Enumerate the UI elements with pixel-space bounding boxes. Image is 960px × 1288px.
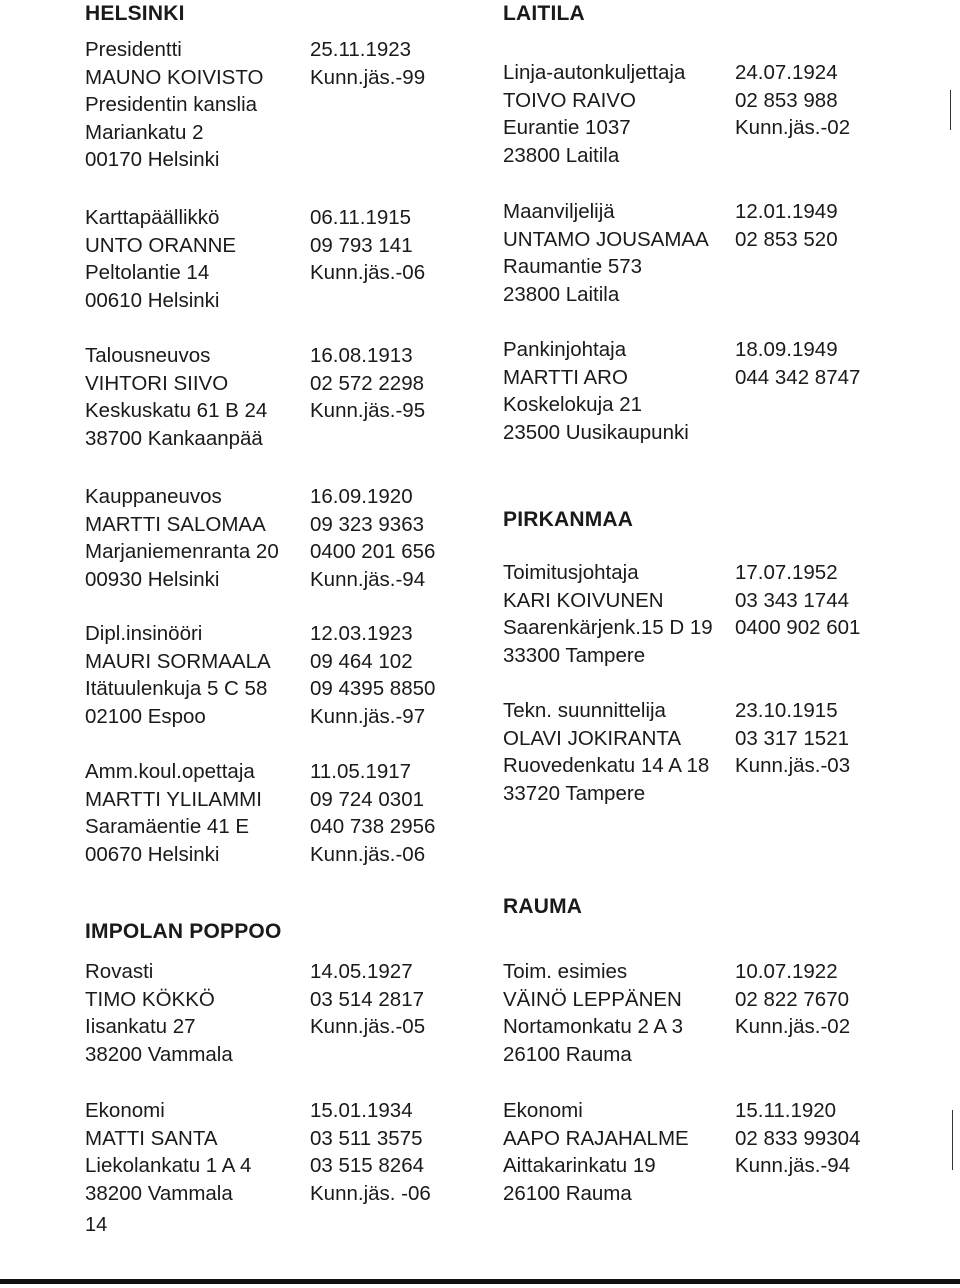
section-heading-laitila: LAITILA [503, 2, 585, 25]
entry-field: 23800 Laitila [503, 282, 620, 306]
entry-field: Maanviljelijä [503, 200, 615, 223]
entry-value: 16.09.1920 [310, 485, 413, 508]
entry-field: KARI KOIVUNEN [503, 588, 664, 612]
section-heading-impolan-poppoo: IMPOLAN POPPOO [85, 920, 282, 943]
entry-value: Kunn.jäs.-06 [310, 261, 426, 285]
entry-value: 044 342 8747 [735, 365, 861, 389]
entry-field: Nortamonkatu 2 A 3 [503, 1015, 684, 1039]
entry-field: 00170 Helsinki [85, 148, 220, 172]
entry-field: 00610 Helsinki [85, 288, 220, 312]
entry-value: Kunn.jäs.-94 [310, 567, 426, 591]
entry-field: Toimitusjohtaja [503, 561, 639, 584]
entry-value: 02 853 520 [735, 227, 838, 251]
entry-field: Koskelokuja 21 [503, 393, 643, 417]
entry-value: Kunn.jäs.-97 [310, 704, 426, 728]
entry-value: 03 511 3575 [310, 1126, 423, 1150]
entry-field: OLAVI JOKIRANTA [503, 726, 682, 750]
entry-value: Kunn.jäs.-06 [310, 842, 426, 866]
entry-value: 11.05.1917 [310, 760, 412, 783]
entry-value: 24.07.1924 [735, 61, 838, 84]
entry-value: Kunn.jäs.-05 [310, 1015, 426, 1039]
entry-value: 09 323 9363 [310, 512, 425, 536]
entry-value: 10.07.1922 [735, 960, 838, 983]
entry-field: Talousneuvos [85, 344, 211, 367]
entry-field: Pankinjohtaja [503, 338, 627, 361]
entry-field: Kauppaneuvos [85, 485, 222, 508]
entry-field: Saramäentie 41 E [85, 815, 250, 839]
entry-field: MAUNO KOIVISTO [85, 65, 264, 89]
entry-value: 040 738 2956 [310, 815, 436, 839]
entry-field: Keskuskatu 61 B 24 [85, 399, 268, 423]
entry-field: Ekonomi [85, 1099, 165, 1122]
entry-field: Karttapäällikkö [85, 206, 220, 229]
entry-field: MARTTI SALOMAA [85, 512, 266, 536]
entry-value: 12.01.1949 [735, 200, 838, 223]
entry-value: 25.11.1923 [310, 38, 412, 61]
entry-field: Peltolantie 14 [85, 261, 210, 285]
entry-value: 0400 902 601 [735, 616, 861, 640]
right-edge-mark [950, 90, 951, 130]
entry-field: Marjaniemenranta 20 [85, 540, 279, 564]
entry-value: Kunn.jäs.-02 [735, 116, 851, 140]
entry-field: UNTO ORANNE [85, 233, 237, 257]
entry-field: Itätuulenkuja 5 C 58 [85, 677, 268, 701]
entry-value: 03 515 8264 [310, 1154, 425, 1178]
section-heading-helsinki: HELSINKI [85, 2, 185, 25]
entry-value: 09 464 102 [310, 649, 413, 673]
entry-field: Saarenkärjenk.15 D 19 [503, 616, 713, 640]
entry-value: Kunn.jäs. -06 [310, 1181, 431, 1205]
entry-value: Kunn.jäs.-94 [735, 1154, 851, 1178]
entry-field: AAPO RAJAHALME [503, 1126, 689, 1150]
entry-value: 14.05.1927 [310, 960, 413, 983]
entry-field: 23500 Uusikaupunki [503, 420, 689, 444]
entry-value: 03 343 1744 [735, 588, 850, 612]
entry-field: 26100 Rauma [503, 1181, 632, 1205]
entry-field: Mariankatu 2 [85, 120, 204, 144]
entry-field: 00670 Helsinki [85, 842, 220, 866]
entry-value: Kunn.jäs.-95 [310, 399, 426, 423]
bottom-scan-edge [0, 1279, 960, 1284]
entry-field: MARTTI YLILAMMI [85, 787, 262, 811]
entry-field: 33300 Tampere [503, 643, 646, 667]
entry-value: 03 317 1521 [735, 726, 850, 750]
entry-value: 15.01.1934 [310, 1099, 413, 1122]
entry-field: Aittakarinkatu 19 [503, 1154, 656, 1178]
entry-field: 38700 Kankaanpää [85, 426, 263, 450]
entry-value: 06.11.1915 [310, 206, 412, 229]
entry-field: Tekn. suunnittelija [503, 699, 666, 722]
entry-field: MAURI SORMAALA [85, 649, 271, 673]
entry-value: 18.09.1949 [735, 338, 838, 361]
entry-field: Eurantie 1037 [503, 116, 631, 140]
entry-field: UNTAMO JOUSAMAA [503, 227, 709, 251]
entry-field: Toim. esimies [503, 960, 628, 983]
entry-value: 12.03.1923 [310, 622, 413, 645]
entry-value: 09 793 141 [310, 233, 413, 257]
entry-value: 15.11.1920 [735, 1099, 837, 1122]
entry-field: MARTTI ARO [503, 365, 628, 389]
section-heading-pirkanmaa: PIRKANMAA [503, 508, 634, 531]
entry-field: Presidentin kanslia [85, 93, 258, 117]
entry-field: VÄINÖ LEPPÄNEN [503, 987, 682, 1011]
entry-value: Kunn.jäs.-99 [310, 65, 426, 89]
entry-field: Linja-autonkuljettaja [503, 61, 686, 84]
entry-field: Ruovedenkatu 14 A 18 [503, 754, 710, 778]
entry-field: Presidentti [85, 38, 182, 61]
entry-field: TIMO KÖKKÖ [85, 987, 215, 1011]
right-edge-mark-lower [952, 1110, 953, 1170]
entry-field: Iisankatu 27 [85, 1015, 196, 1039]
page-number: 14 [85, 1214, 108, 1236]
entry-field: Liekolankatu 1 A 4 [85, 1154, 252, 1178]
entry-value: 0400 201 656 [310, 540, 436, 564]
entry-value: Kunn.jäs.-03 [735, 754, 851, 778]
entry-value: 17.07.1952 [735, 561, 838, 584]
entry-value: 23.10.1915 [735, 699, 838, 722]
entry-field: Raumantie 573 [503, 255, 643, 279]
entry-field: VIHTORI SIIVO [85, 371, 229, 395]
entry-field: 38200 Vammala [85, 1181, 233, 1205]
entry-field: 38200 Vammala [85, 1042, 233, 1066]
entry-value: 02 572 2298 [310, 371, 425, 395]
entry-field: MATTI SANTA [85, 1126, 218, 1150]
entry-field: Dipl.insinööri [85, 622, 203, 645]
entry-field: Amm.koul.opettaja [85, 760, 255, 783]
entry-value: 02 853 988 [735, 88, 838, 112]
entry-field: 33720 Tampere [503, 781, 646, 805]
entry-value: 09 4395 8850 [310, 677, 436, 701]
entry-value: Kunn.jäs.-02 [735, 1015, 851, 1039]
entry-value: 03 514 2817 [310, 987, 425, 1011]
entry-value: 16.08.1913 [310, 344, 413, 367]
entry-field: TOIVO RAIVO [503, 88, 636, 112]
entry-value: 09 724 0301 [310, 787, 425, 811]
entry-field: 02100 Espoo [85, 704, 206, 728]
entry-value: 02 822 7670 [735, 987, 850, 1011]
entry-field: Rovasti [85, 960, 154, 983]
entry-field: Ekonomi [503, 1099, 583, 1122]
section-heading-rauma: RAUMA [503, 895, 583, 918]
entry-field: 26100 Rauma [503, 1042, 632, 1066]
entry-field: 00930 Helsinki [85, 567, 220, 591]
entry-field: 23800 Laitila [503, 143, 620, 167]
entry-value: 02 833 99304 [735, 1126, 861, 1150]
